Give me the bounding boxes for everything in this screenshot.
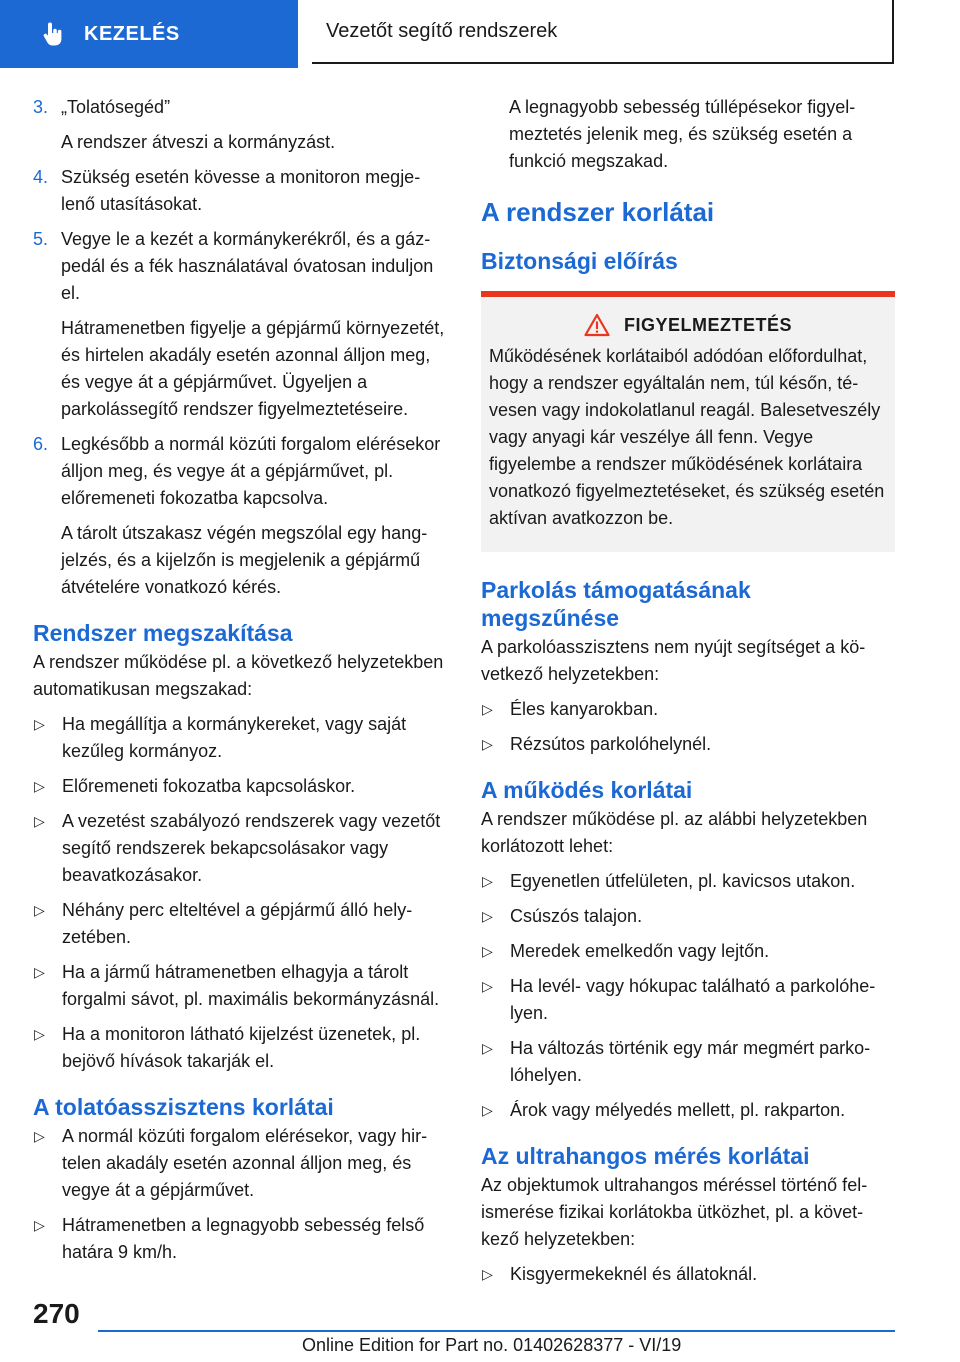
intro-text: A rendszer működése pl. a következő helyzetekben automatikusan megszakad: [33, 652, 444, 699]
list-item [481, 938, 895, 965]
section-heading-parking-end: Parkolás támogatásának megszűnése [481, 577, 751, 631]
section-tab[interactable] [0, 0, 298, 68]
chapter-title: Vezetőt segítő rendszerek [326, 19, 558, 42]
triangle-bullet-icon: ▷ [34, 813, 45, 829]
triangle-bullet-icon: ▷ [482, 908, 493, 924]
triangle-bullet-icon: ▷ [482, 978, 493, 994]
step-item [33, 164, 448, 218]
section-heading-reverse-limits: A tolatóasszisztens korlátai [33, 1094, 334, 1120]
page-number: 270 [33, 1298, 80, 1329]
triangle-bullet-icon: ▷ [34, 964, 45, 980]
subheading-safety: Biztonsági előírás [481, 248, 678, 274]
triangle-bullet-icon: ▷ [482, 1040, 493, 1056]
list-item-text: Hátramenetben a legnagyobb sebesség felső határa 9 km/h. [62, 1215, 425, 1262]
list-item [33, 808, 448, 889]
list-item [33, 1021, 448, 1075]
right-column [481, 94, 895, 1296]
step-text: A rendszer átveszi a kormányzást. [61, 132, 336, 152]
list-item-text: Éles kanyarokban. [510, 699, 659, 719]
list-item [33, 959, 448, 1013]
list-item-text: Egyenetlen útfelületen, pl. kavicsos utakon. [510, 871, 856, 891]
list-item [481, 868, 895, 895]
warning-text: Működésének korlátaiból adódóan előfordulhat, hogy a rendszer egyáltalán nem, túl későn, tévesen vagy indokolatlanul reagál. Balesetveszély vagy anyagi kár veszélye áll fenn. Vegye figyelembe a rendszer működésének korlátaira vonatkozó figyelmeztetéseket, és szükség esetén aktívan avatkozzon be. [489, 346, 885, 528]
triangle-bullet-icon: ▷ [482, 701, 493, 717]
step-number: 6. [33, 434, 49, 454]
step-item [33, 94, 448, 156]
list-item-text: Előremeneti fokozatba kapcsoláskor. [62, 776, 356, 796]
list-item [481, 1097, 895, 1124]
list-item [33, 1123, 448, 1204]
triangle-bullet-icon: ▷ [34, 1128, 45, 1144]
list-item-text: Ha levél- vagy hókupac található a parkolóhelyen. [510, 976, 876, 1023]
step-item [33, 226, 448, 423]
warning-triangle-icon [584, 313, 610, 337]
list-item [481, 903, 895, 930]
list-item [481, 973, 895, 1027]
list-item-text: Ha a monitoron látható kijelzést üzenetek, pl. bejövő hívások takarják el. [62, 1024, 421, 1071]
section-heading-limits: A rendszer korlátai [481, 197, 715, 227]
triangle-bullet-icon: ▷ [34, 1026, 45, 1042]
step-item [33, 431, 448, 601]
list-item-text: Meredek emelkedőn vagy lejtőn. [510, 941, 770, 961]
chapter-header [312, 0, 894, 64]
hand-pointer-icon [40, 21, 66, 47]
list-item-text: Ha a jármű hátramenetben elhagyja a tárolt forgalmi sávot, pl. maximális bekormányzásnál. [62, 962, 440, 1009]
list-item-text: Ha változás történik egy már megmért parkolóhelyen. [510, 1038, 871, 1085]
list-item-text: A vezetést szabályozó rendszerek vagy vezetőt segítő rendszerek bekapcsolásakor vagy beavatkozásakor. [62, 811, 441, 885]
triangle-bullet-icon: ▷ [34, 1217, 45, 1233]
list-item [481, 696, 895, 723]
triangle-bullet-icon: ▷ [482, 873, 493, 889]
warning-box [481, 291, 895, 552]
list-item-text: Ha megállítja a kormánykereket, vagy saját kezűleg kormányoz. [62, 714, 407, 761]
list-item [481, 1261, 895, 1288]
triangle-bullet-icon: ▷ [482, 1102, 493, 1118]
list-item-text: Árok vagy mélyedés mellett, pl. rakparton. [510, 1100, 846, 1120]
left-column [33, 94, 448, 1274]
list-item [33, 773, 448, 800]
section-heading-operation-limits: A működés korlátai [481, 777, 693, 803]
list-item-text: Rézsútos parkolóhelynél. [510, 734, 712, 754]
list-item-text: Néhány perc elteltével a gépjármű álló helyzetében. [62, 900, 413, 947]
triangle-bullet-icon: ▷ [482, 736, 493, 752]
triangle-bullet-icon: ▷ [482, 943, 493, 959]
list-item-text: A normál közúti forgalom elérésekor, vagy hirtelen akadály esetén azonnal álljon meg, és vegye át a gépjárművet. [62, 1126, 428, 1200]
edition-text: Online Edition for Part no. 01402628377 - VI/19 [302, 1335, 682, 1355]
step-text: Hátramenetben figyelje a gépjármű környezetét, és hirtelen akadály esetén azonnal álljon meg, és vegye át a gépjárművet. Ügyeljen a parkolássegítő rendszer figyelmeztetéseire. [61, 318, 445, 419]
continued-text: A legnagyobb sebesség túllépésekor figyelmeztetés jelenik meg, és szükség esetén a funkció megszakad. [509, 97, 856, 171]
list-item [33, 897, 448, 951]
step-number: 5. [33, 229, 49, 249]
step-text: A tárolt útszakasz végén megszólal egy hangjelzés, és a kijelzőn is megjelenik a gépjármű átvételére vonatkozó kérés. [61, 523, 428, 597]
list-item-text: Csúszós talajon. [510, 906, 643, 926]
list-item [481, 731, 895, 758]
triangle-bullet-icon: ▷ [34, 778, 45, 794]
step-text: „Tolatósegéd” [61, 97, 171, 117]
section-heading-interrupt: Rendszer megszakítása [33, 620, 293, 646]
list-item-text: Kisgyermekeknél és állatoknál. [510, 1264, 758, 1284]
triangle-bullet-icon: ▷ [34, 902, 45, 918]
intro-text: A parkolóasszisztens nem nyújt segítséget a következő helyzetekben: [481, 637, 866, 684]
section-title: KEZELÉS [84, 22, 180, 45]
step-number: 3. [33, 97, 49, 117]
triangle-bullet-icon: ▷ [482, 1266, 493, 1282]
intro-text: Az objektumok ultrahangos méréssel történő felismerése fizikai korlátokba ütközhet, pl. a következő helyzetekben: [481, 1175, 868, 1249]
list-item [33, 711, 448, 765]
warning-title: FIGYELMEZTETÉS [623, 314, 792, 335]
section-heading-ultrasonic-limits: Az ultrahangos mérés korlátai [481, 1143, 810, 1169]
step-text: Legkésőbb a normál közúti forgalom elérésekor álljon meg, és vegye át a gépjárművet, pl. előremeneti fokozatba kapcsolva. [61, 434, 441, 508]
intro-text: A rendszer működése pl. az alábbi helyzetekben korlátozott lehet: [481, 809, 868, 856]
step-number: 4. [33, 167, 49, 187]
list-item [33, 1212, 448, 1266]
step-text: Szükség esetén kövesse a monitoron megjelenő utasításokat. [61, 167, 421, 214]
list-item [481, 1035, 895, 1089]
triangle-bullet-icon: ▷ [34, 716, 45, 732]
step-text: Vegye le a kezét a kormánykerékről, és a gázpedál és a fék használatával óvatosan induljon el. [61, 229, 434, 303]
